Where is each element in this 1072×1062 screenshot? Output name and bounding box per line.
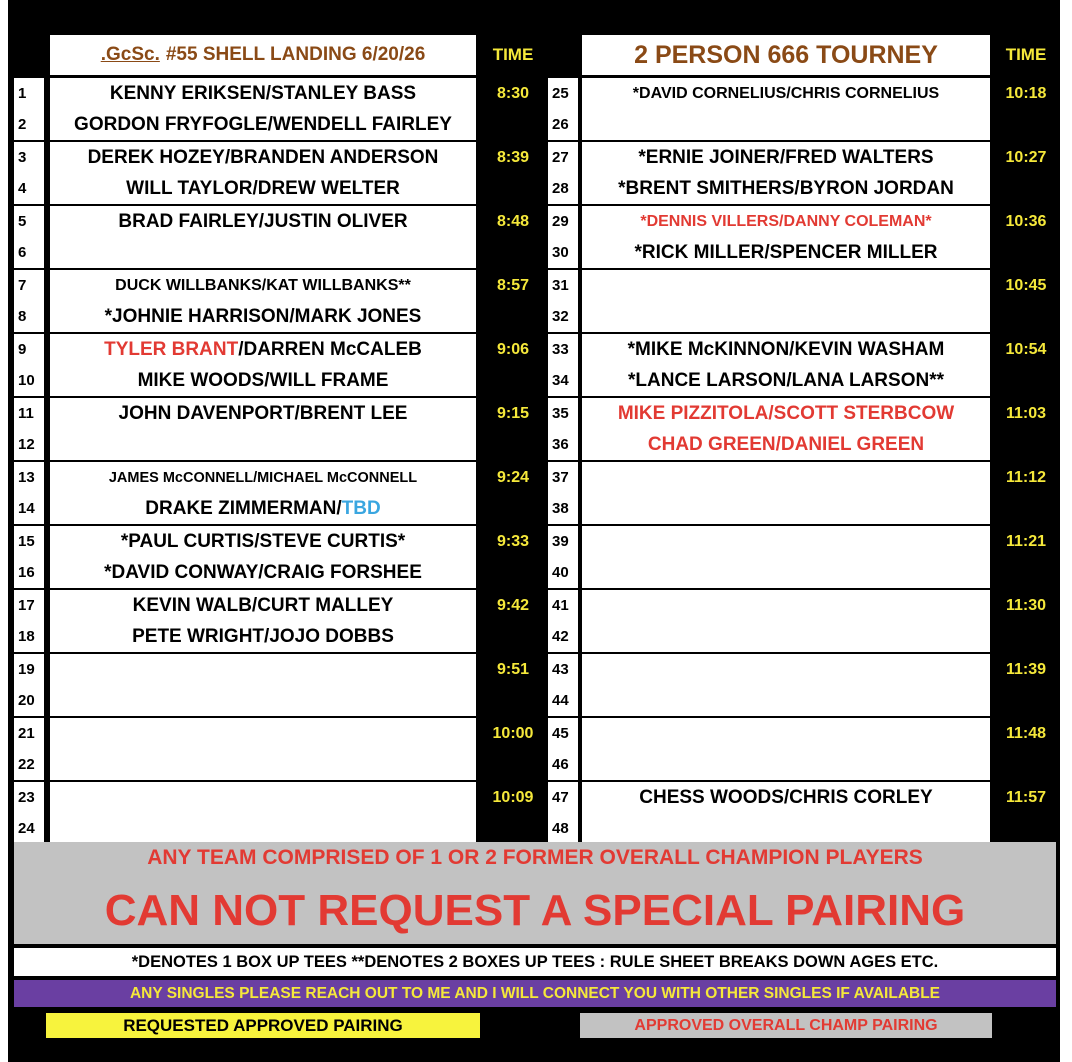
tee-time: 9:15 bbox=[496, 404, 530, 422]
team-entry bbox=[582, 365, 990, 396]
slot-number: 35 bbox=[548, 398, 578, 429]
team-entry bbox=[50, 365, 476, 396]
team-entry bbox=[582, 301, 990, 332]
team-entry bbox=[582, 270, 990, 301]
pairing-cell-left bbox=[50, 398, 476, 460]
team-name: BRAD FAIRLEY/JUSTIN OLIVER bbox=[118, 210, 408, 232]
slot-number: 24 bbox=[14, 813, 44, 844]
pairing-cell-left bbox=[50, 782, 476, 844]
pairing-cell-left bbox=[50, 270, 476, 332]
pairing-cell-left bbox=[50, 462, 476, 524]
team-entry bbox=[50, 621, 476, 652]
slot-number: 5 bbox=[14, 206, 44, 237]
slot-number: 20 bbox=[14, 685, 44, 716]
team-name: WILL TAYLOR/DREW WELTER bbox=[126, 177, 400, 199]
legend-champ-pairing: APPROVED OVERALL CHAMP PAIRING bbox=[580, 1013, 992, 1038]
pairing-cell-right bbox=[582, 398, 990, 460]
team-entry bbox=[582, 590, 990, 621]
slot-number: 11 bbox=[14, 398, 44, 429]
slot-number: 21 bbox=[14, 718, 44, 749]
team-entry bbox=[582, 654, 990, 685]
pairing-cell-right bbox=[582, 206, 990, 268]
tee-time: 8:48 bbox=[496, 212, 530, 230]
team-name: TBD bbox=[341, 497, 381, 519]
team-entry bbox=[50, 782, 476, 813]
team-entry bbox=[582, 526, 990, 557]
slot-number: 31 bbox=[548, 270, 578, 301]
team-entry bbox=[50, 270, 476, 301]
slot-number: 46 bbox=[548, 749, 578, 780]
team-entry bbox=[582, 557, 990, 588]
team-entry bbox=[582, 109, 990, 140]
champion-warning bbox=[14, 842, 1056, 944]
slot-number: 1 bbox=[14, 78, 44, 109]
tee-time: 10:18 bbox=[1005, 84, 1047, 102]
slot-number: 33 bbox=[548, 334, 578, 365]
pairing-cell-right bbox=[582, 526, 990, 588]
legend-requested-pairing: REQUESTED APPROVED PAIRING bbox=[46, 1013, 480, 1038]
slot-number: 3 bbox=[14, 142, 44, 173]
team-entry bbox=[582, 173, 990, 204]
team-entry bbox=[50, 78, 476, 109]
team-entry bbox=[582, 206, 990, 237]
pairing-cell-left bbox=[50, 526, 476, 588]
team-name: *DAVID CORNELIUS/CHRIS CORNELIUS bbox=[632, 84, 940, 102]
team-entry bbox=[582, 429, 990, 460]
pairing-cell-left bbox=[50, 78, 476, 140]
tee-time: 10:00 bbox=[492, 724, 534, 742]
team-entry bbox=[582, 142, 990, 173]
pairing-cell-right bbox=[582, 590, 990, 652]
slot-number: 4 bbox=[14, 173, 44, 204]
pairing-cell-right bbox=[582, 462, 990, 524]
team-entry bbox=[582, 493, 990, 524]
singles-notice: ANY SINGLES PLEASE REACH OUT TO ME AND I WILL CONNECT YOU WITH OTHER SINGLES IF AVAILABLE bbox=[14, 980, 1056, 1007]
slot-number: 25 bbox=[548, 78, 578, 109]
tee-time: 8:39 bbox=[496, 148, 530, 166]
slot-number: 10 bbox=[14, 365, 44, 396]
team-name: MIKE PIZZITOLA/SCOTT STERBCOW bbox=[617, 402, 955, 424]
slot-number: 26 bbox=[548, 109, 578, 140]
warning-line-1: ANY TEAM COMPRISED OF 1 OR 2 FORMER OVERALL CHAMPION PLAYERS bbox=[147, 846, 923, 869]
pairing-cell-left bbox=[50, 590, 476, 652]
tee-time: 11:57 bbox=[1005, 788, 1047, 806]
team-entry bbox=[50, 493, 476, 524]
team-entry bbox=[50, 142, 476, 173]
team-name: *BRENT SMITHERS/BYRON JORDAN bbox=[618, 177, 954, 199]
team-name: MIKE WOODS/WILL FRAME bbox=[137, 369, 389, 391]
team-entry bbox=[582, 621, 990, 652]
team-entry bbox=[50, 206, 476, 237]
team-entry bbox=[582, 398, 990, 429]
pairing-cell-right bbox=[582, 782, 990, 844]
slot-number: 40 bbox=[548, 557, 578, 588]
tee-box-notes: *DENOTES 1 BOX UP TEES **DENOTES 2 BOXES UP TEES : RULE SHEET BREAKS DOWN AGES ETC. bbox=[14, 948, 1056, 976]
tee-time: 9:24 bbox=[496, 468, 530, 486]
gcsc-label: .GcSc. bbox=[100, 44, 160, 65]
slot-number: 17 bbox=[14, 590, 44, 621]
slot-number: 8 bbox=[14, 301, 44, 332]
tee-time: 9:42 bbox=[496, 596, 530, 614]
slot-number: 16 bbox=[14, 557, 44, 588]
team-name: CHAD GREEN/DANIEL GREEN bbox=[647, 433, 925, 455]
team-entry bbox=[50, 813, 476, 844]
slot-number: 47 bbox=[548, 782, 578, 813]
team-name: *JOHNIE HARRISON/MARK JONES bbox=[104, 305, 422, 327]
pairing-cell-right bbox=[582, 718, 990, 780]
slot-number: 36 bbox=[548, 429, 578, 460]
team-name: JOHN DAVENPORT/BRENT LEE bbox=[118, 402, 408, 424]
team-entry bbox=[50, 237, 476, 268]
tee-time: 10:27 bbox=[1005, 148, 1047, 166]
slot-number: 39 bbox=[548, 526, 578, 557]
team-name: *PAUL CURTIS/STEVE CURTIS* bbox=[120, 530, 406, 552]
team-name: *RICK MILLER/SPENCER MILLER bbox=[634, 241, 938, 263]
pairing-cell-left bbox=[50, 142, 476, 204]
tee-time: 9:33 bbox=[496, 532, 530, 550]
tee-time: 11:48 bbox=[1005, 724, 1047, 742]
team-entry bbox=[50, 718, 476, 749]
tee-time: 9:51 bbox=[496, 660, 530, 678]
slot-number: 44 bbox=[548, 685, 578, 716]
pairing-cell-left bbox=[50, 718, 476, 780]
slot-number: 6 bbox=[14, 237, 44, 268]
slot-number: 9 bbox=[14, 334, 44, 365]
pairing-cell-left bbox=[50, 334, 476, 396]
team-entry bbox=[582, 334, 990, 365]
team-name: *DAVID CONWAY/CRAIG FORSHEE bbox=[104, 561, 422, 583]
slot-number: 45 bbox=[548, 718, 578, 749]
team-entry bbox=[50, 557, 476, 588]
team-name: CHESS WOODS/CHRIS CORLEY bbox=[639, 786, 933, 808]
team-name: *LANCE LARSON/LANA LARSON** bbox=[628, 369, 944, 391]
slot-number: 41 bbox=[548, 590, 578, 621]
team-entry bbox=[582, 813, 990, 844]
pairing-cell-right bbox=[582, 334, 990, 396]
team-entry bbox=[50, 173, 476, 204]
team-name: TYLER BRANT bbox=[104, 338, 239, 360]
pairing-cell-left bbox=[50, 654, 476, 716]
slot-number: 13 bbox=[14, 462, 44, 493]
team-entry bbox=[50, 334, 476, 365]
team-name: PETE WRIGHT/JOJO DOBBS bbox=[132, 625, 394, 647]
slot-number: 22 bbox=[14, 749, 44, 780]
pairing-cell-right bbox=[582, 142, 990, 204]
team-entry bbox=[50, 685, 476, 716]
slot-number: 29 bbox=[548, 206, 578, 237]
slot-number: 27 bbox=[548, 142, 578, 173]
time-header-left: TIME bbox=[492, 45, 534, 64]
slot-number: 43 bbox=[548, 654, 578, 685]
team-name: *ERNIE JOINER/FRED WALTERS bbox=[638, 146, 934, 168]
team-name: GORDON FRYFOGLE/WENDELL FAIRLEY bbox=[74, 113, 452, 135]
slot-number: 28 bbox=[548, 173, 578, 204]
team-name: KENNY ERIKSEN/STANLEY BASS bbox=[109, 82, 417, 104]
tee-time: 8:30 bbox=[496, 84, 530, 102]
slot-number: 2 bbox=[14, 109, 44, 140]
warning-line-2: CAN NOT REQUEST A SPECIAL PAIRING bbox=[104, 886, 966, 935]
slot-number: 15 bbox=[14, 526, 44, 557]
team-entry bbox=[582, 462, 990, 493]
team-entry bbox=[50, 301, 476, 332]
team-entry bbox=[50, 749, 476, 780]
tee-time: 11:39 bbox=[1005, 660, 1047, 678]
tee-time: 9:06 bbox=[496, 340, 530, 358]
pairing-cell-left bbox=[50, 206, 476, 268]
tee-time: 11:30 bbox=[1005, 596, 1047, 614]
tee-time: 11:12 bbox=[1005, 468, 1047, 486]
tee-time: 10:09 bbox=[492, 788, 534, 806]
team-entry bbox=[50, 526, 476, 557]
tee-time: 10:45 bbox=[1005, 276, 1047, 294]
tee-time: 11:03 bbox=[1005, 404, 1047, 422]
tee-time: 8:57 bbox=[496, 276, 530, 294]
team-name: DEREK HOZEY/BRANDEN ANDERSON bbox=[87, 146, 439, 168]
slot-number: 23 bbox=[14, 782, 44, 813]
time-header-right: TIME bbox=[1005, 45, 1047, 64]
slot-number: 7 bbox=[14, 270, 44, 301]
slot-number: 42 bbox=[548, 621, 578, 652]
pairing-cell-right bbox=[582, 270, 990, 332]
team-name: KEVIN WALB/CURT MALLEY bbox=[132, 594, 394, 616]
team-entry bbox=[50, 654, 476, 685]
pairing-cell-right bbox=[582, 654, 990, 716]
team-name: *DENNIS VILLERS/DANNY COLEMAN* bbox=[640, 212, 932, 230]
slot-number: 32 bbox=[548, 301, 578, 332]
pairing-cell-right bbox=[582, 78, 990, 140]
slot-number: 14 bbox=[14, 493, 44, 524]
team-entry bbox=[582, 749, 990, 780]
team-entry bbox=[582, 718, 990, 749]
team-entry bbox=[582, 237, 990, 268]
team-entry bbox=[50, 109, 476, 140]
team-name: DRAKE ZIMMERMAN/ bbox=[145, 497, 342, 519]
event-label: #55 SHELL LANDING 6/20/26 bbox=[165, 44, 426, 65]
slot-number: 18 bbox=[14, 621, 44, 652]
tee-time: 10:36 bbox=[1005, 212, 1047, 230]
slot-number: 38 bbox=[548, 493, 578, 524]
team-name: DUCK WILLBANKS/KAT WILLBANKS** bbox=[115, 276, 411, 294]
team-entry bbox=[50, 590, 476, 621]
slot-number: 48 bbox=[548, 813, 578, 844]
team-entry bbox=[582, 782, 990, 813]
slot-number: 30 bbox=[548, 237, 578, 268]
event-header bbox=[50, 35, 476, 75]
tourney-title: 2 PERSON 666 TOURNEY bbox=[582, 35, 990, 75]
team-name: JAMES McCONNELL/MICHAEL McCONNELL bbox=[108, 469, 418, 486]
team-entry bbox=[50, 429, 476, 460]
team-name: /DARREN McCALEB bbox=[238, 338, 422, 360]
team-entry bbox=[582, 685, 990, 716]
slot-number: 12 bbox=[14, 429, 44, 460]
team-entry bbox=[50, 462, 476, 493]
team-name: *MIKE McKINNON/KEVIN WASHAM bbox=[627, 338, 945, 360]
slot-number: 37 bbox=[548, 462, 578, 493]
tee-time: 10:54 bbox=[1005, 340, 1047, 358]
team-entry bbox=[50, 398, 476, 429]
tee-time: 11:21 bbox=[1005, 532, 1047, 550]
slot-number: 34 bbox=[548, 365, 578, 396]
team-entry bbox=[582, 78, 990, 109]
slot-number: 19 bbox=[14, 654, 44, 685]
